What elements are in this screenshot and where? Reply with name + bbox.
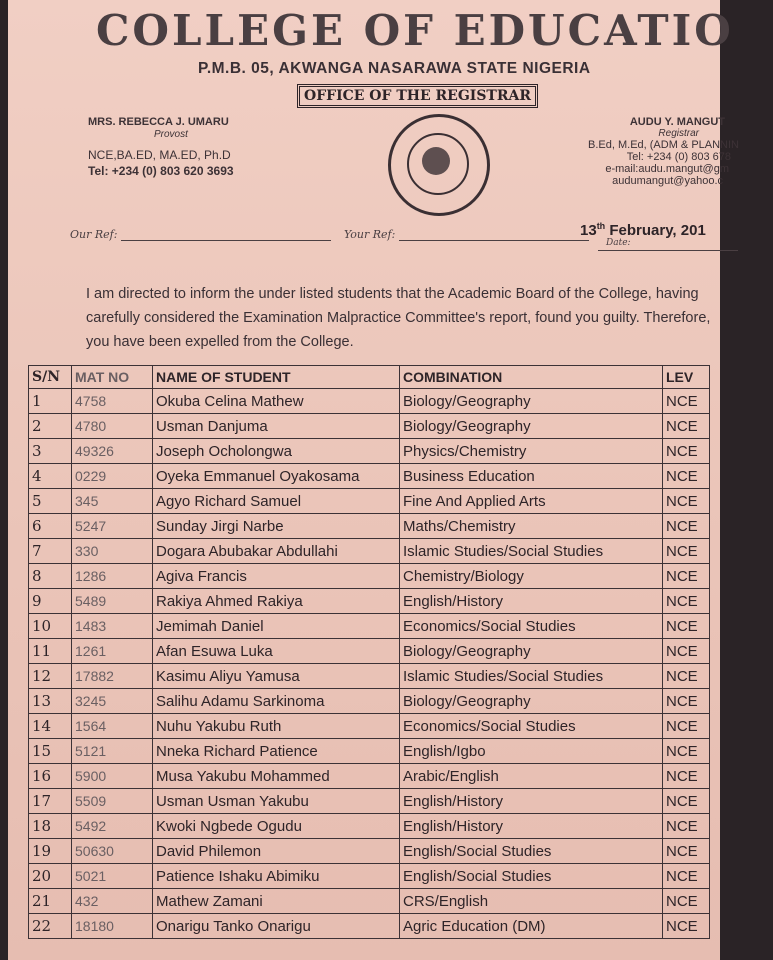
cell-level: NCE — [663, 839, 710, 864]
registrar-email: e-mail:audu.mangut@gm — [605, 163, 729, 175]
table-row — [29, 664, 710, 689]
cell-level: NCE — [663, 764, 710, 789]
table-row — [29, 464, 710, 489]
cell-level: NCE — [663, 614, 710, 639]
table-row — [29, 389, 710, 414]
cell-level: NCE — [663, 789, 710, 814]
cell-level: NCE — [663, 414, 710, 439]
cell-sn: 20 — [29, 864, 72, 889]
table-row — [29, 614, 710, 639]
body-paragraph: I am directed to inform the under listed students that the Academic Board of the College, having carefully considered the Examination Malpractice Committee's report, found you guilty. Therefore, you have been expelled from the College. — [86, 286, 711, 350]
cell-level: NCE — [663, 389, 710, 414]
letter-date — [580, 221, 706, 239]
cell-student-name: Jemimah Daniel — [153, 614, 400, 639]
cell-level: NCE — [663, 514, 710, 539]
table-row — [29, 489, 710, 514]
date-day: 13 — [580, 222, 597, 239]
cell-sn: 8 — [29, 564, 72, 589]
expelled-students-table — [28, 365, 710, 939]
cell-sn: 13 — [29, 689, 72, 714]
cell-combination: Biology/Geography — [400, 689, 663, 714]
cell-combination: Islamic Studies/Social Studies — [400, 539, 663, 564]
cell-sn: 3 — [29, 439, 72, 464]
cell-student-name: Dogara Abubakar Abdullahi — [153, 539, 400, 564]
table-row — [29, 914, 710, 939]
cell-student-name: Joseph Ocholongwa — [153, 439, 400, 464]
table-row — [29, 639, 710, 664]
cell-mat-no: 5492 — [72, 814, 153, 839]
cell-combination: Economics/Social Studies — [400, 614, 663, 639]
cell-level: NCE — [663, 489, 710, 514]
cell-student-name: Agyo Richard Samuel — [153, 489, 400, 514]
registrar-phone: Tel: +234 (0) 803 678 — [626, 151, 731, 163]
office-label: OFFICE OF THE REGISTRAR — [297, 84, 538, 108]
cell-combination: Islamic Studies/Social Studies — [400, 664, 663, 689]
registrar-role: Registrar — [658, 128, 699, 139]
seal-emblem — [422, 147, 450, 175]
cell-mat-no: 5247 — [72, 514, 153, 539]
cell-mat-no: 18180 — [72, 914, 153, 939]
cell-combination: Biology/Geography — [400, 639, 663, 664]
cell-sn: 17 — [29, 789, 72, 814]
provost-role: Provost — [154, 129, 188, 140]
cell-combination: Physics/Chemistry — [400, 439, 663, 464]
header-mat-no: MAT NO — [72, 366, 153, 389]
cell-level: NCE — [663, 914, 710, 939]
cell-sn: 12 — [29, 664, 72, 689]
cell-combination: Chemistry/Biology — [400, 564, 663, 589]
our-ref-rule — [121, 240, 331, 241]
cell-mat-no: 345 — [72, 489, 153, 514]
cell-student-name: Usman Danjuma — [153, 414, 400, 439]
cell-sn: 21 — [29, 889, 72, 914]
table-row — [29, 789, 710, 814]
cell-sn: 11 — [29, 639, 72, 664]
your-ref-rule — [399, 240, 589, 241]
cell-combination: CRS/English — [400, 889, 663, 914]
header-combination: COMBINATION — [400, 366, 663, 389]
registrar-block — [513, 116, 773, 187]
cell-level: NCE — [663, 439, 710, 464]
cell-student-name: Mathew Zamani — [153, 889, 400, 914]
cell-student-name: Musa Yakubu Mohammed — [153, 764, 400, 789]
provost-block — [88, 116, 234, 178]
cell-combination: Economics/Social Studies — [400, 714, 663, 739]
table-row — [29, 539, 710, 564]
cell-student-name: Oyeka Emmanuel Oyakosama — [153, 464, 400, 489]
cell-mat-no: 5900 — [72, 764, 153, 789]
cell-combination: Arabic/English — [400, 764, 663, 789]
cell-mat-no: 3245 — [72, 689, 153, 714]
provost-name: MRS. REBECCA J. UMARU — [88, 116, 229, 128]
cell-combination: English/Igbo — [400, 739, 663, 764]
cell-sn: 19 — [29, 839, 72, 864]
cell-mat-no: 1286 — [72, 564, 153, 589]
your-ref-label: Your Ref: — [344, 228, 396, 241]
cell-mat-no: 432 — [72, 889, 153, 914]
cell-student-name: Okuba Celina Mathew — [153, 389, 400, 414]
cell-student-name: Nuhu Yakubu Ruth — [153, 714, 400, 739]
cell-level: NCE — [663, 714, 710, 739]
cell-mat-no: 1564 — [72, 714, 153, 739]
cell-sn: 6 — [29, 514, 72, 539]
cell-sn: 22 — [29, 914, 72, 939]
college-seal-icon — [388, 114, 490, 216]
cell-level: NCE — [663, 814, 710, 839]
table-row — [29, 439, 710, 464]
date-rule — [598, 250, 738, 251]
cell-student-name: David Philemon — [153, 839, 400, 864]
header-level: LEV — [663, 366, 710, 389]
cell-mat-no: 1483 — [72, 614, 153, 639]
cell-level: NCE — [663, 689, 710, 714]
table-row — [29, 714, 710, 739]
table-row — [29, 839, 710, 864]
cell-student-name: Patience Ishaku Abimiku — [153, 864, 400, 889]
cell-combination: Maths/Chemistry — [400, 514, 663, 539]
cell-combination: English/Social Studies — [400, 839, 663, 864]
registrar-qualifications: B.Ed, M.Ed, (ADM & PLANNIN — [588, 139, 739, 151]
registrar-name: AUDU Y. MANGUT — [629, 116, 725, 128]
our-ref — [70, 228, 331, 241]
college-address: P.M.B. 05, AKWANGA NASARAWA STATE NIGERIA — [198, 60, 591, 77]
table-row — [29, 889, 710, 914]
cell-student-name: Agiva Francis — [153, 564, 400, 589]
cell-level: NCE — [663, 564, 710, 589]
cell-mat-no: 5509 — [72, 789, 153, 814]
table-row — [29, 564, 710, 589]
cell-sn: 2 — [29, 414, 72, 439]
college-title: COLLEGE OF EDUCATIO — [96, 6, 734, 55]
cell-student-name: Rakiya Ahmed Rakiya — [153, 589, 400, 614]
date-rest: February, 201 — [605, 222, 706, 239]
cell-student-name: Kasimu Aliyu Yamusa — [153, 664, 400, 689]
letter-page — [8, 0, 739, 960]
date-suffix: th — [596, 221, 606, 231]
cell-mat-no: 5489 — [72, 589, 153, 614]
cell-combination: Business Education — [400, 464, 663, 489]
cell-student-name: Salihu Adamu Sarkinoma — [153, 689, 400, 714]
table-row — [29, 739, 710, 764]
cell-mat-no: 330 — [72, 539, 153, 564]
table-row — [29, 689, 710, 714]
date-label: Date: — [606, 238, 631, 248]
table-row — [29, 864, 710, 889]
our-ref-label: Our Ref: — [70, 228, 118, 241]
cell-mat-no: 4758 — [72, 389, 153, 414]
table-row — [29, 414, 710, 439]
cell-sn: 4 — [29, 464, 72, 489]
cell-student-name: Usman Usman Yakubu — [153, 789, 400, 814]
cell-sn: 15 — [29, 739, 72, 764]
cell-sn: 1 — [29, 389, 72, 414]
cell-student-name: Onarigu Tanko Onarigu — [153, 914, 400, 939]
cell-combination: English/History — [400, 589, 663, 614]
cell-sn: 5 — [29, 489, 72, 514]
provost-phone: Tel: +234 (0) 803 620 3693 — [88, 164, 234, 178]
cell-combination: Biology/Geography — [400, 389, 663, 414]
cell-mat-no: 5121 — [72, 739, 153, 764]
cell-combination: Agric Education (DM) — [400, 914, 663, 939]
cell-level: NCE — [663, 864, 710, 889]
cell-mat-no: 17882 — [72, 664, 153, 689]
table-header-row — [29, 366, 710, 389]
cell-level: NCE — [663, 464, 710, 489]
cell-student-name: Kwoki Ngbede Ogudu — [153, 814, 400, 839]
cell-mat-no: 49326 — [72, 439, 153, 464]
cell-mat-no: 0229 — [72, 464, 153, 489]
cell-student-name: Nneka Richard Patience — [153, 739, 400, 764]
table-body — [29, 389, 710, 939]
cell-mat-no: 1261 — [72, 639, 153, 664]
cell-combination: English/Social Studies — [400, 864, 663, 889]
cell-sn: 7 — [29, 539, 72, 564]
table-row — [29, 814, 710, 839]
provost-qualifications: NCE,BA.ED, MA.ED, Ph.D — [88, 148, 231, 162]
your-ref — [344, 228, 589, 241]
cell-sn: 9 — [29, 589, 72, 614]
cell-level: NCE — [663, 889, 710, 914]
table-row — [29, 764, 710, 789]
table-row — [29, 589, 710, 614]
cell-sn: 14 — [29, 714, 72, 739]
cell-level: NCE — [663, 589, 710, 614]
cell-level: NCE — [663, 664, 710, 689]
cell-mat-no: 4780 — [72, 414, 153, 439]
cell-combination: Biology/Geography — [400, 414, 663, 439]
registrar-email-alt: audumangut@yahoo.c — [612, 175, 723, 187]
cell-mat-no: 5021 — [72, 864, 153, 889]
cell-level: NCE — [663, 539, 710, 564]
cell-sn: 10 — [29, 614, 72, 639]
cell-level: NCE — [663, 639, 710, 664]
table-row — [29, 514, 710, 539]
cell-sn: 16 — [29, 764, 72, 789]
cell-mat-no: 50630 — [72, 839, 153, 864]
cell-sn: 18 — [29, 814, 72, 839]
cell-combination: Fine And Applied Arts — [400, 489, 663, 514]
cell-student-name: Sunday Jirgi Narbe — [153, 514, 400, 539]
header-name: NAME OF STUDENT — [153, 366, 400, 389]
cell-combination: English/History — [400, 789, 663, 814]
cell-level: NCE — [663, 739, 710, 764]
cell-combination: English/History — [400, 814, 663, 839]
header-sn: S/N — [29, 366, 72, 389]
cell-student-name: Afan Esuwa Luka — [153, 639, 400, 664]
